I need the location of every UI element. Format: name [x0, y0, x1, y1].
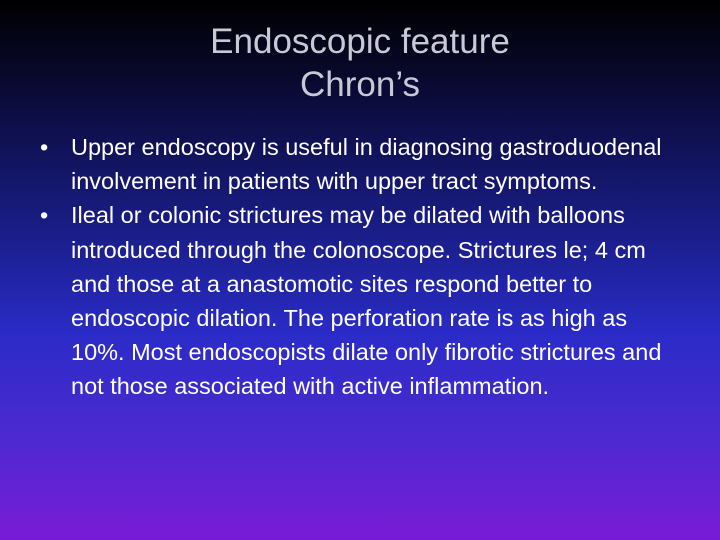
slide-title	[0, 20, 720, 106]
bullet-text: Upper endoscopy is useful in diagnosing gastroduodenal involvement in patients with upper tract symptoms.	[71, 134, 662, 195]
bullet-dot-icon: •	[40, 134, 49, 160]
bullet-item	[40, 130, 680, 198]
slide-title-line-2: Chron’s	[300, 65, 420, 104]
bullet-dot-icon: •	[40, 202, 49, 229]
bullet-item	[40, 198, 680, 403]
slide-title-line-1: Endoscopic feature	[210, 22, 510, 61]
bullet-text: Ileal or colonic strictures may be dilated with balloons introduced through the colonoscope. Strictures le; 4 cm and those at a anastomotic sites respond better to endoscopic dilation. The perforation rate is as high as 10%. Most endoscopists dilate only fibrotic strictures and not those associated with active inflammation.	[71, 202, 662, 400]
bullet-list	[40, 130, 680, 404]
